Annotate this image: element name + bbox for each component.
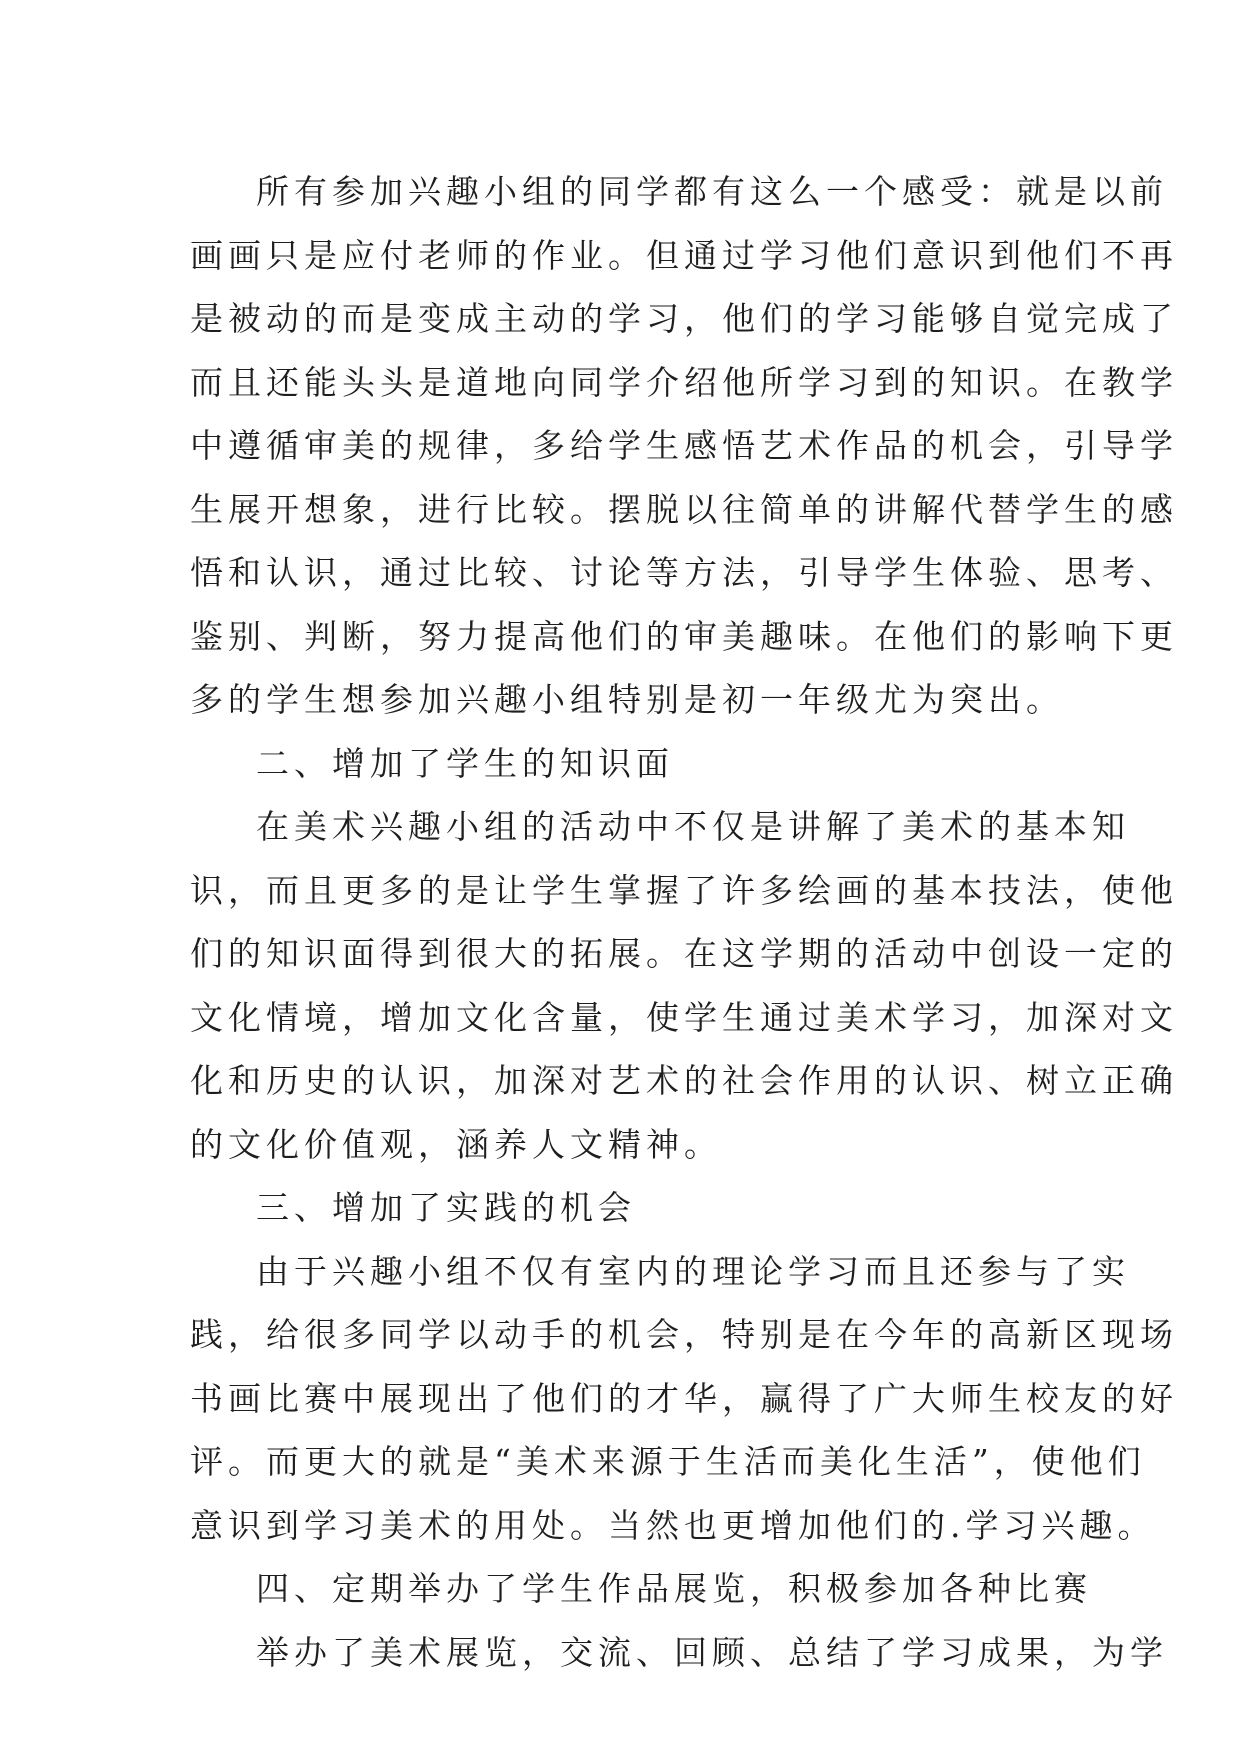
- paragraph-line: 鉴别、判断，努力提高他们的审美趣味。在他们的影响下更: [190, 616, 1178, 656]
- paragraph-line: 的文化价值观，涵养人文精神。: [190, 1124, 722, 1164]
- paragraph-line: 识，而且更多的是让学生掌握了许多绘画的基本技法，使他: [190, 870, 1178, 910]
- paragraph-line: 评。而更大的就是“美术来源于生活而美化生活”，使他们: [190, 1442, 1146, 1481]
- paragraph-line: 是被动的而是变成主动的学习，他们的学习能够自觉完成了: [190, 299, 1178, 338]
- paragraph-line: 而且还能头头是道地向同学介绍他所学习到的知识。在教学: [190, 362, 1178, 402]
- paragraph-line: 意识到学习美术的用处。当然也更增加他们的.学习兴趣。: [190, 1505, 1156, 1545]
- paragraph-line: 画画只是应付老师的作业。但通过学习他们意识到他们不再: [190, 235, 1178, 275]
- paragraph-line: 多的学生想参加兴趣小组特别是初一年级尤为突出。: [190, 680, 1064, 719]
- section-heading: 三、增加了实践的机会: [256, 1188, 636, 1227]
- paragraph-line: 由于兴趣小组不仅有室内的理论学习而且还参与了实: [256, 1251, 1130, 1291]
- paragraph-line: 所有参加兴趣小组的同学都有这么一个感受：就是以前: [256, 172, 1168, 211]
- paragraph-line: 悟和认识，通过比较、讨论等方法，引导学生体验、思考、: [190, 553, 1178, 592]
- paragraph-line: 们的知识面得到很大的拓展。在这学期的活动中创设一定的: [190, 934, 1178, 973]
- paragraph-line: 践，给很多同学以动手的机会，特别是在今年的高新区现场: [190, 1315, 1178, 1354]
- body-text: [190, 160, 1178, 1684]
- section-heading: 二、增加了学生的知识面: [256, 743, 674, 783]
- paragraph-line: 书画比赛中展现出了他们的才华，赢得了广大师生校友的好: [190, 1378, 1178, 1418]
- paragraph-line: 生展开想象，进行比较。摆脱以往简单的讲解代替学生的感: [190, 489, 1178, 529]
- section-heading: 四、定期举办了学生作品展览，积极参加各种比赛: [256, 1569, 1092, 1608]
- paragraph-line: 在美术兴趣小组的活动中不仅是讲解了美术的基本知: [256, 807, 1130, 846]
- paragraph-line: 中遵循审美的规律，多给学生感悟艺术作品的机会，引导学: [190, 426, 1178, 465]
- paragraph-line: 举办了美术展览，交流、回顾、总结了学习成果，为学: [256, 1632, 1168, 1672]
- paragraph-line: 文化情境，增加文化含量，使学生通过美术学习，加深对文: [190, 997, 1178, 1037]
- paragraph-line: 化和历史的认识，加深对艺术的社会作用的认识、树立正确: [190, 1061, 1178, 1100]
